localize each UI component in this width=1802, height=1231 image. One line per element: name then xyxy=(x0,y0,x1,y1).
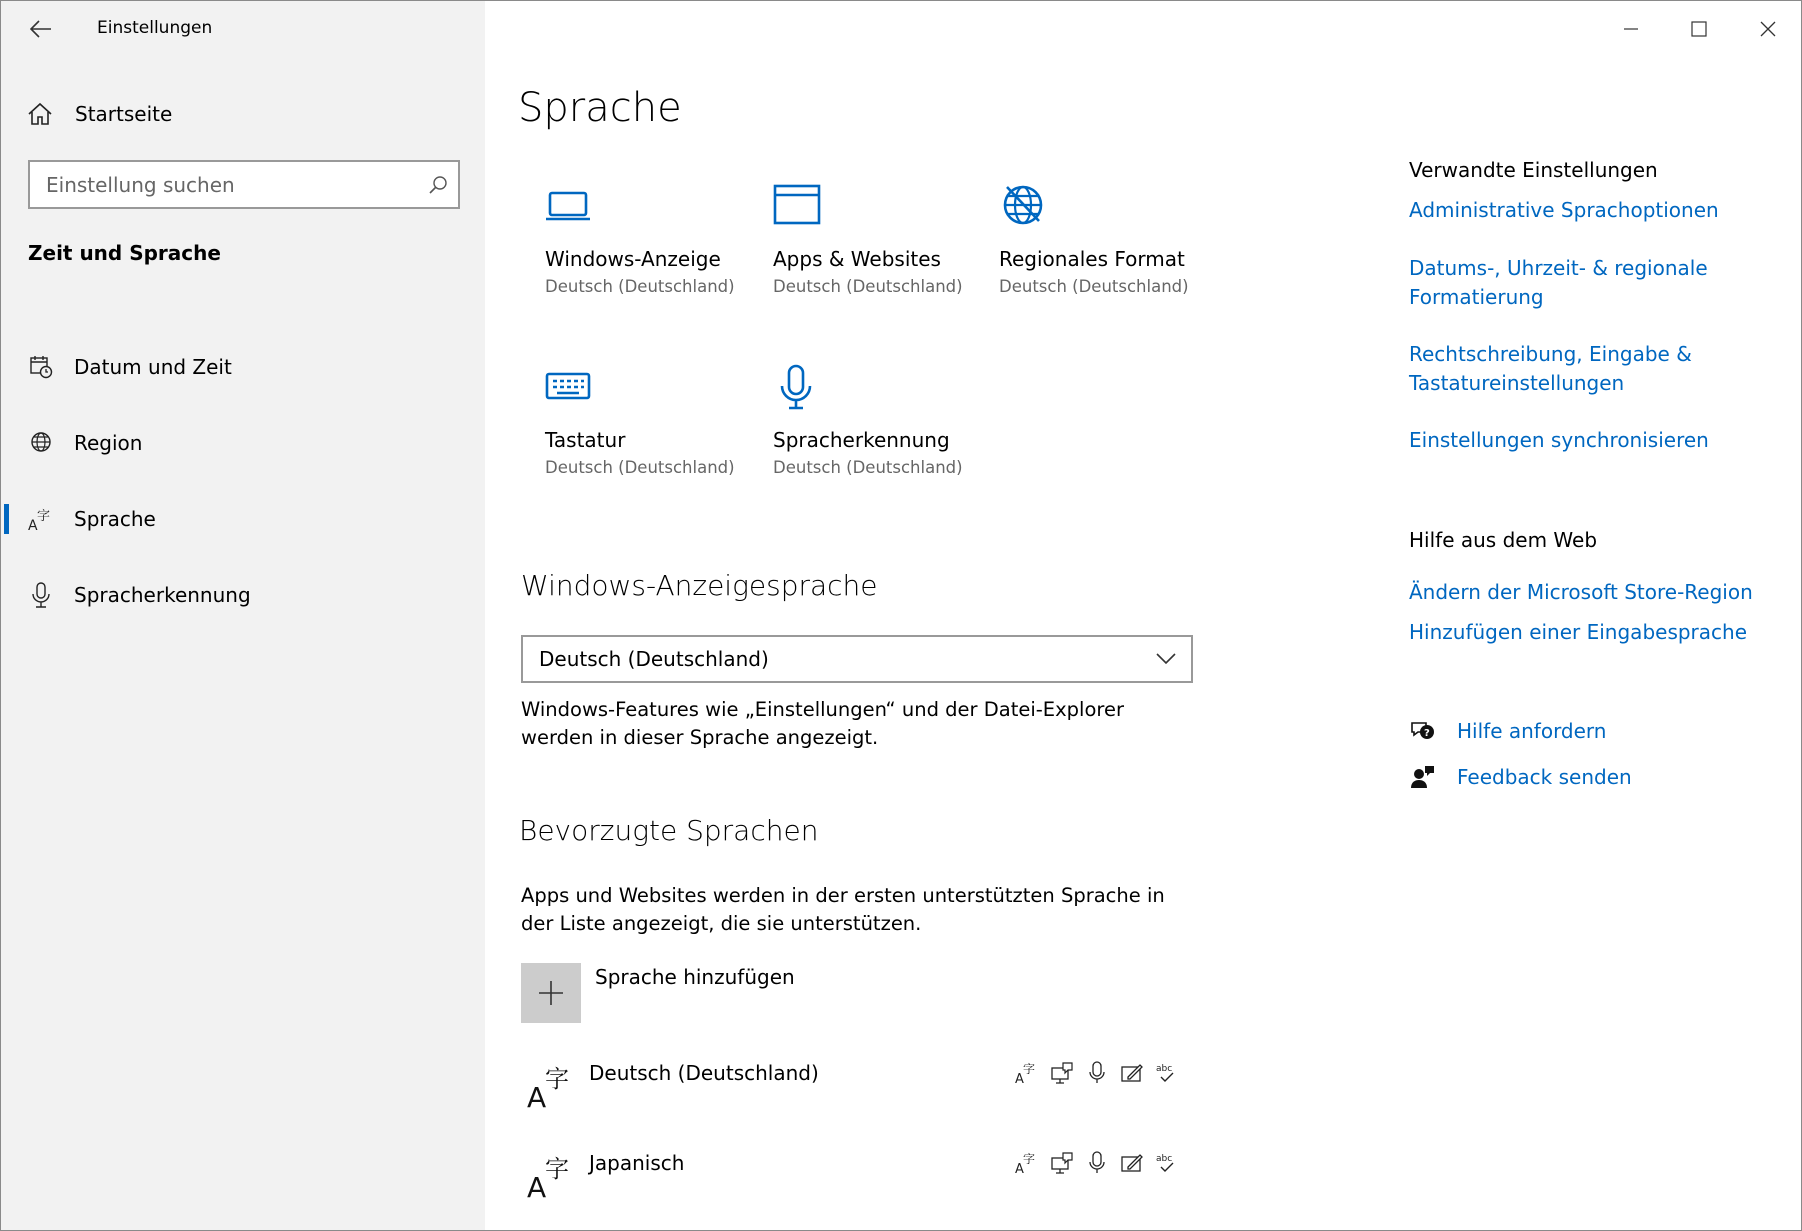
tile-apps-websites[interactable] xyxy=(771,181,971,321)
home-icon xyxy=(27,102,53,126)
speech-feature-icon xyxy=(1083,1059,1110,1086)
sidebar-item-datum-und-zeit[interactable] xyxy=(1,342,485,392)
preferred-languages-heading: Bevorzugte Sprachen xyxy=(519,814,819,847)
keyboard-icon xyxy=(545,362,595,412)
sidebar-home-label: Startseite xyxy=(75,102,173,126)
plus-icon xyxy=(538,980,564,1006)
language-features xyxy=(1013,1149,1180,1176)
sidebar-item-label: Datum und Zeit xyxy=(74,355,232,379)
minimize-button[interactable] xyxy=(1596,1,1666,57)
send-feedback-label: Feedback senden xyxy=(1457,765,1632,789)
microphone-icon xyxy=(28,582,54,608)
add-language-label[interactable]: Sprache hinzufügen xyxy=(595,965,795,989)
globe-format-icon xyxy=(999,181,1049,231)
language-name: Deutsch (Deutschland) xyxy=(589,1061,819,1085)
svg-text:?: ? xyxy=(1424,728,1430,739)
svg-text:abc: abc xyxy=(1155,1153,1172,1164)
add-language-button[interactable] xyxy=(521,963,581,1023)
tile-subtitle: Deutsch (Deutschland) xyxy=(773,277,963,296)
link-rechtschreibung-eingabe[interactable]: Rechtschreibung, Eingabe & Tastatureinstellungen xyxy=(1409,342,1692,395)
related-settings-heading: Verwandte Einstellungen xyxy=(1409,158,1658,182)
link-microsoft-store-region[interactable]: Ändern der Microsoft Store-Region xyxy=(1409,580,1753,604)
svg-text:字: 字 xyxy=(545,1155,569,1183)
window-icon xyxy=(773,181,823,231)
language-icon xyxy=(525,1151,575,1201)
tile-tastatur[interactable] xyxy=(543,362,743,502)
help-chat-icon xyxy=(1409,717,1437,745)
svg-text:A: A xyxy=(1014,1071,1024,1085)
preferred-languages-description: Apps und Websites werden in der ersten unterstützten Sprache in der Liste angezeigt, die sie unterstützen. xyxy=(521,884,1165,935)
sidebar-home[interactable] xyxy=(27,97,172,131)
svg-text:A: A xyxy=(527,1171,547,1201)
display-language-feature-icon xyxy=(1013,1149,1040,1176)
language-icon xyxy=(28,506,54,532)
sidebar-item-region[interactable] xyxy=(1,418,485,468)
close-button[interactable] xyxy=(1733,1,1802,57)
handwriting-feature-icon xyxy=(1118,1059,1145,1086)
dropdown-value: Deutsch (Deutschland) xyxy=(539,647,769,671)
display-language-heading: Windows-Anzeigesprache xyxy=(521,569,878,602)
close-icon xyxy=(1760,21,1776,37)
get-help-link[interactable] xyxy=(1409,717,1606,745)
sidebar-item-label: Spracherkennung xyxy=(74,583,251,607)
svg-text:字: 字 xyxy=(1022,1151,1035,1166)
link-administrative-sprachoptionen[interactable]: Administrative Sprachoptionen xyxy=(1409,198,1719,222)
chevron-down-icon xyxy=(1141,653,1191,665)
window-title: Einstellungen xyxy=(97,18,213,38)
display-language-description: Windows-Features wie „Einstellungen“ und der Datei-Explorer werden in dieser Sprache angezeigt. xyxy=(521,698,1124,749)
text-to-speech-feature-icon xyxy=(1048,1149,1075,1176)
language-name: Japanisch xyxy=(589,1151,685,1175)
get-help-label: Hilfe anfordern xyxy=(1457,719,1607,743)
page-title: Sprache xyxy=(518,85,682,131)
svg-text:A: A xyxy=(1014,1161,1024,1175)
sidebar-section-title: Zeit und Sprache xyxy=(28,241,221,265)
link-einstellungen-synchronisieren[interactable]: Einstellungen synchronisieren xyxy=(1409,428,1709,452)
language-item-japanisch[interactable] xyxy=(521,1141,1181,1211)
svg-text:字: 字 xyxy=(1022,1061,1035,1076)
link-datum-uhrzeit-formatierung[interactable]: Datums-, Uhrzeit- & regionale Formatierung xyxy=(1409,256,1708,309)
microphone-icon xyxy=(773,362,823,412)
tile-title: Windows-Anzeige xyxy=(545,247,721,271)
speech-feature-icon xyxy=(1083,1149,1110,1176)
sidebar xyxy=(1,1,485,1231)
link-eingabesprache-hinzufuegen[interactable]: Hinzufügen einer Eingabesprache xyxy=(1409,620,1748,644)
svg-text:abc: abc xyxy=(1155,1063,1172,1074)
tile-regionales-format[interactable] xyxy=(997,181,1197,321)
svg-text:A: A xyxy=(527,1081,547,1111)
handwriting-feature-icon xyxy=(1118,1149,1145,1176)
text-to-speech-feature-icon xyxy=(1048,1059,1075,1086)
sidebar-item-label: Sprache xyxy=(74,507,156,531)
svg-text:A: A xyxy=(28,518,38,532)
tile-spracherkennung[interactable] xyxy=(771,362,971,502)
back-button[interactable] xyxy=(23,13,59,45)
tile-windows-anzeige[interactable] xyxy=(543,181,743,321)
tile-title: Spracherkennung xyxy=(773,428,950,452)
tile-title: Apps & Websites xyxy=(773,247,941,271)
display-language-feature-icon xyxy=(1013,1059,1040,1086)
search-icon[interactable] xyxy=(418,175,458,195)
tile-subtitle: Deutsch (Deutschland) xyxy=(545,458,735,477)
sidebar-item-label: Region xyxy=(74,431,143,455)
spellcheck-feature-icon xyxy=(1153,1059,1180,1086)
tile-subtitle: Deutsch (Deutschland) xyxy=(773,458,963,477)
feedback-icon xyxy=(1409,763,1437,791)
svg-text:字: 字 xyxy=(37,509,51,524)
globe-icon xyxy=(28,430,54,456)
language-features xyxy=(1013,1059,1180,1086)
language-item-deutsch[interactable] xyxy=(521,1051,1181,1121)
sidebar-item-sprache[interactable] xyxy=(1,494,485,544)
back-arrow-icon xyxy=(30,20,52,38)
tile-title: Regionales Format xyxy=(999,247,1185,271)
tile-title: Tastatur xyxy=(545,428,626,452)
tile-subtitle: Deutsch (Deutschland) xyxy=(999,277,1189,296)
calendar-clock-icon xyxy=(28,354,54,380)
search-box[interactable] xyxy=(28,160,460,209)
help-web-heading: Hilfe aus dem Web xyxy=(1409,528,1598,552)
tile-subtitle: Deutsch (Deutschland) xyxy=(545,277,735,296)
display-language-dropdown[interactable] xyxy=(521,635,1193,683)
laptop-icon xyxy=(545,181,595,231)
language-icon xyxy=(525,1061,575,1111)
spellcheck-feature-icon xyxy=(1153,1149,1180,1176)
maximize-button[interactable] xyxy=(1664,1,1734,57)
svg-text:字: 字 xyxy=(545,1065,569,1093)
sidebar-item-spracherkennung[interactable] xyxy=(1,570,485,620)
send-feedback-link[interactable] xyxy=(1409,763,1632,791)
search-input[interactable] xyxy=(46,173,418,197)
minimize-icon xyxy=(1623,21,1639,37)
maximize-icon xyxy=(1691,21,1707,37)
